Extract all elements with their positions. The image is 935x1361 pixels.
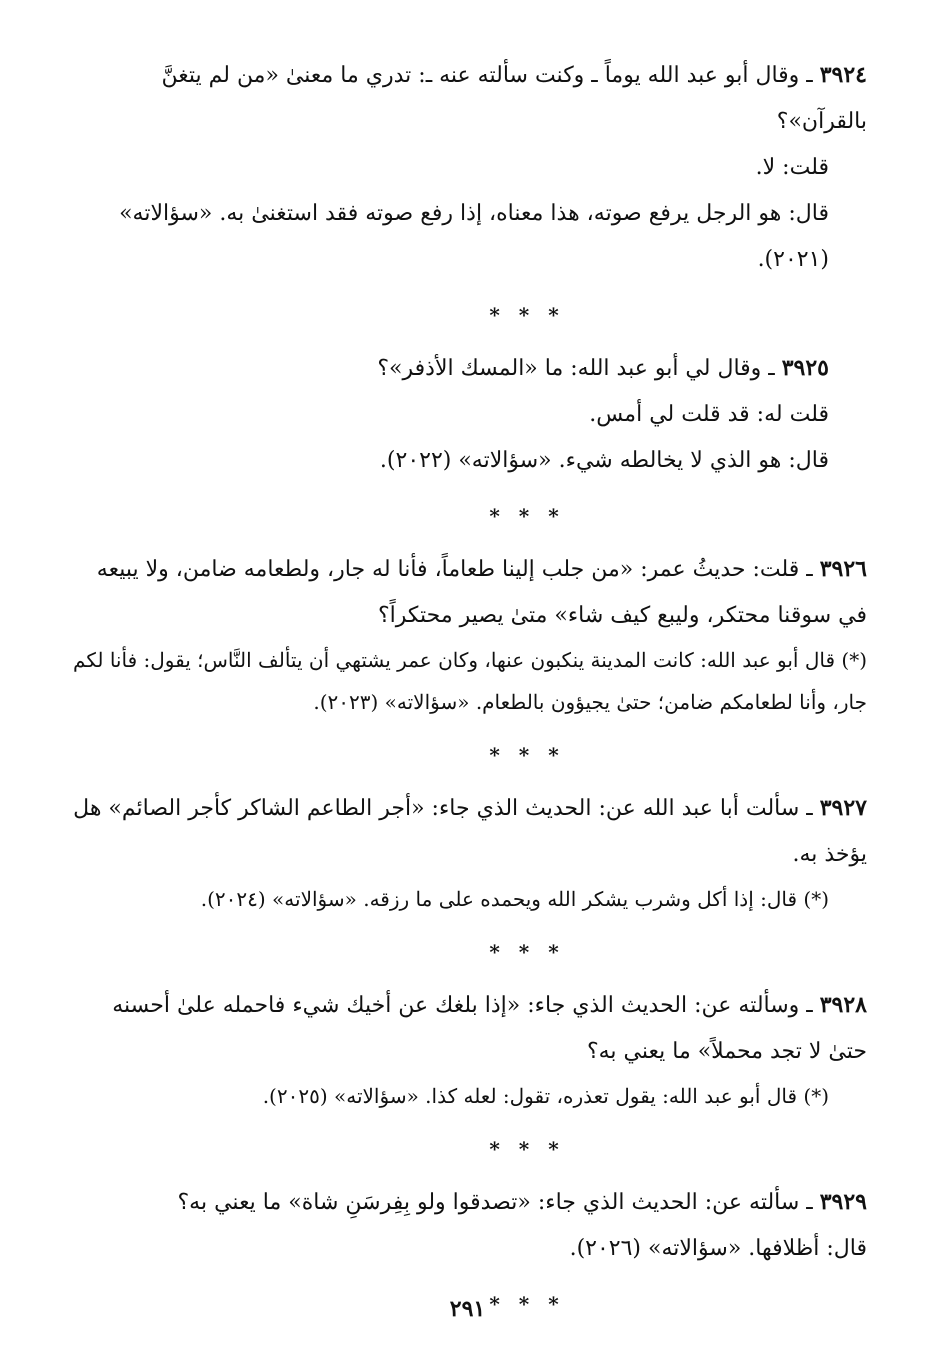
section-separator: * * *: [489, 743, 565, 767]
section-separator: * * *: [489, 504, 565, 528]
entry-3926: [67, 546, 867, 723]
entry-number: ٣٩٢٤: [819, 62, 867, 88]
entry-paragraph: [67, 546, 867, 639]
entry-paragraph: [67, 345, 867, 392]
entry-3927: [67, 785, 867, 920]
entry-text: قلت: لا.: [755, 155, 829, 180]
entry-3929: [67, 1179, 867, 1272]
entry-text: ـ وقال أبو عبد الله يوماً ـ وكنت سألته عنه ـ: تدري ما معنىٰ «من لم يتغنَّ بالقرآن»؟: [161, 63, 867, 134]
page-body: [67, 52, 867, 1334]
entry-note: (*) قال أبو عبد الله: يقول تعذره، تقول: لعله كذا. «سؤالاته» (٢٠٢٥).: [262, 1084, 829, 1108]
entry-number: ٣٩٢٩: [819, 1189, 867, 1215]
entry-paragraph: [67, 1179, 867, 1226]
entry-paragraph: [67, 438, 867, 484]
entry-3924: [67, 52, 867, 283]
entry-paragraph: [67, 392, 867, 438]
entry-text: قال: أظلافها. «سؤالاته» (٢٠٢٦).: [569, 1236, 867, 1261]
entry-text: ـ وسألته عن: الحديث الذي جاء: «إذا بلغك عن أخيك شيء فاحمله علىٰ أحسنه حتىٰ لا تجد محملاً» ما يعني به؟: [112, 993, 867, 1064]
entry-paragraph: [67, 982, 867, 1075]
entry-number: ٣٩٢٨: [819, 992, 867, 1018]
entry-note: (*) قال أبو عبد الله: كانت المدينة ينكبون عنها، وكان عمر يشتهي أن يتألف النَّاس؛ يقول: فأنا لكم جار، وأنا لطعامكم ضامن؛ حتىٰ يجيؤون بالطعام. «سؤالاته» (٢٠٢٣).: [73, 648, 867, 714]
entry-text: قال: هو الرجل يرفع صوته، هذا معناه، إذا رفع صوته فقد استغنىٰ به. «سؤالاته» (٢٠٢١).: [119, 201, 829, 272]
entry-text: ـ قلت: حديثُ عمر: «من جلب إلينا طعاماً، فأنا له جار، ولطعامه ضامن، ولا يبيعه في سوقنا محتكر، وليبع كيف شاء» متىٰ يصير محتكراً؟: [96, 557, 867, 628]
entry-number: ٣٩٢٧: [819, 795, 867, 821]
entry-number: ٣٩٢٦: [819, 556, 867, 582]
entry-paragraph: [67, 785, 867, 878]
section-separator: * * *: [489, 940, 565, 964]
entry-paragraph: [67, 145, 867, 191]
entry-text: قلت له: قد قلت لي أمس.: [589, 402, 829, 427]
entry-text: ـ وقال لي أبو عبد الله: ما «المسك الأذفر»؟: [377, 356, 782, 381]
entry-3925: [67, 345, 867, 484]
section-separator: * * *: [489, 1137, 565, 1161]
entry-paragraph: [67, 52, 867, 145]
entry-paragraph: [67, 1226, 867, 1272]
page-number: ٢٩١: [449, 1296, 486, 1322]
entry-paragraph: [67, 191, 867, 283]
entry-text: ـ سألته عن: الحديث الذي جاء: «تصدقوا ولو بِفِرسَنِ شاة» ما يعني به؟: [177, 1190, 820, 1215]
entry-number: ٣٩٢٥: [781, 355, 829, 381]
section-separator: * * *: [489, 303, 565, 327]
entry-note: (*) قال: إذا أكل وشرب يشكر الله ويحمده على ما رزقه. «سؤالاته» (٢٠٢٤).: [200, 887, 829, 911]
entry-text: ـ سألت أبا عبد الله عن: الحديث الذي جاء: «أجر الطاعم الشاكر كأجر الصائم» هل يؤخذ به.: [73, 796, 867, 867]
section-separator: * * *: [489, 1292, 565, 1316]
entry-3928: [67, 982, 867, 1117]
entry-text: قال: هو الذي لا يخالطه شيء. «سؤالاته» (٢٠٢٢).: [379, 448, 829, 473]
